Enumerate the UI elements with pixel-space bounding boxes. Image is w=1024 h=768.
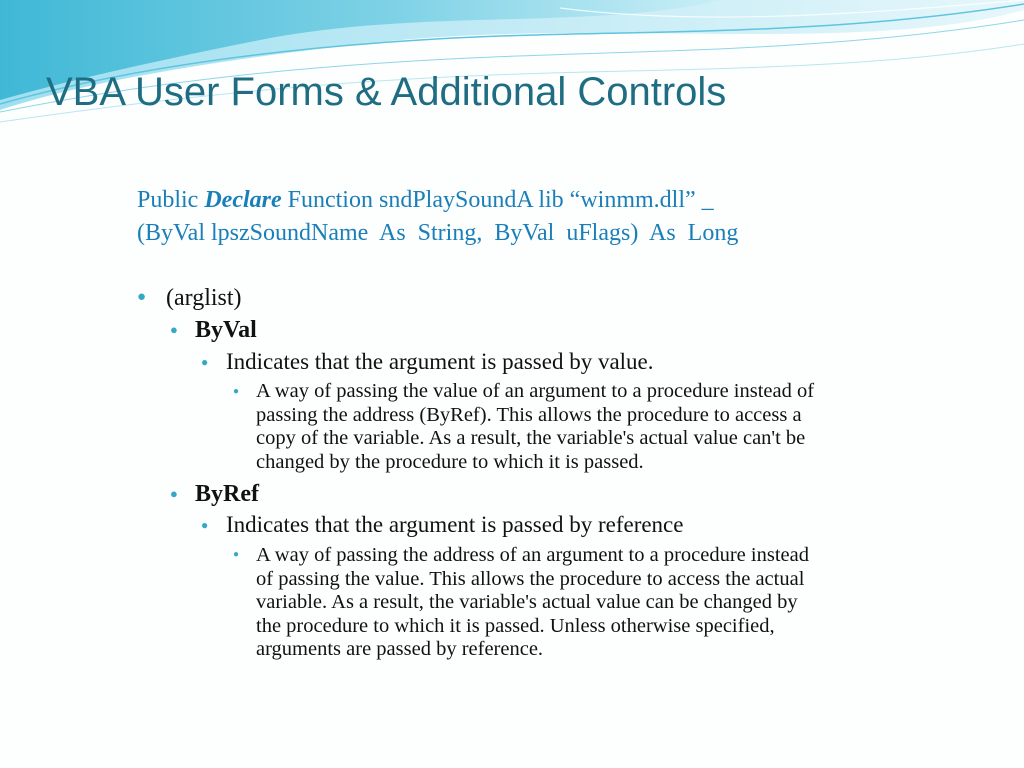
bullet-byref-label: ByRef <box>195 481 259 507</box>
bullet-dot-icon: ● <box>233 386 240 397</box>
bullet-byref-detail <box>256 544 976 662</box>
byval-detail-line: passing the address (ByRef). This allows the procedure to access a <box>256 403 802 426</box>
code-line-1 <box>137 184 738 217</box>
code-keyword-declare: Declare <box>204 187 282 213</box>
byref-detail-line: A way of passing the address of an argument to a procedure instead <box>256 544 809 566</box>
bullet-dot-icon: ● <box>233 549 240 560</box>
byref-detail-line: the procedure to which it is passed. Unless otherwise specified, <box>256 614 775 637</box>
bullet-dot-icon: ● <box>170 486 178 501</box>
byval-detail-line: A way of passing the value of an argument to a procedure instead of <box>256 380 815 402</box>
slide-title: VBA User Forms & Additional Controls <box>46 70 727 114</box>
byref-detail-line: arguments are passed by reference. <box>256 638 544 660</box>
bullet-dot-icon: ● <box>201 518 209 532</box>
code-declaration <box>137 184 738 250</box>
bullet-byval-summary: Indicates that the argument is passed by value. <box>226 349 654 374</box>
code-line-1-prefix: Public <box>137 187 205 213</box>
bullet-arglist: (arglist) <box>166 285 242 311</box>
bullet-byref-summary: Indicates that the argument is passed by reference <box>226 512 684 537</box>
code-line-1-suffix: Function sndPlaySoundA lib “winmm.dll” _ <box>281 187 714 213</box>
bullet-byval-detail <box>256 380 976 474</box>
byval-detail-line: copy of the variable. As a result, the variable's actual value can't be <box>256 427 806 449</box>
code-line-2: (ByVal lpszSoundName As String, ByVal uFlags) As Long <box>137 220 739 246</box>
byval-detail-line: changed by the procedure to which it is passed. <box>256 450 644 473</box>
byref-detail-line: variable. As a result, the variable's actual value can be changed by <box>256 591 798 613</box>
byref-detail-line: of passing the value. This allows the procedure to access the actual <box>256 567 805 590</box>
bullet-dot-icon: ● <box>170 322 178 337</box>
bullet-dot-icon: ● <box>137 289 147 305</box>
bullet-dot-icon: ● <box>201 355 209 369</box>
bullet-byval-label: ByVal <box>195 317 257 343</box>
